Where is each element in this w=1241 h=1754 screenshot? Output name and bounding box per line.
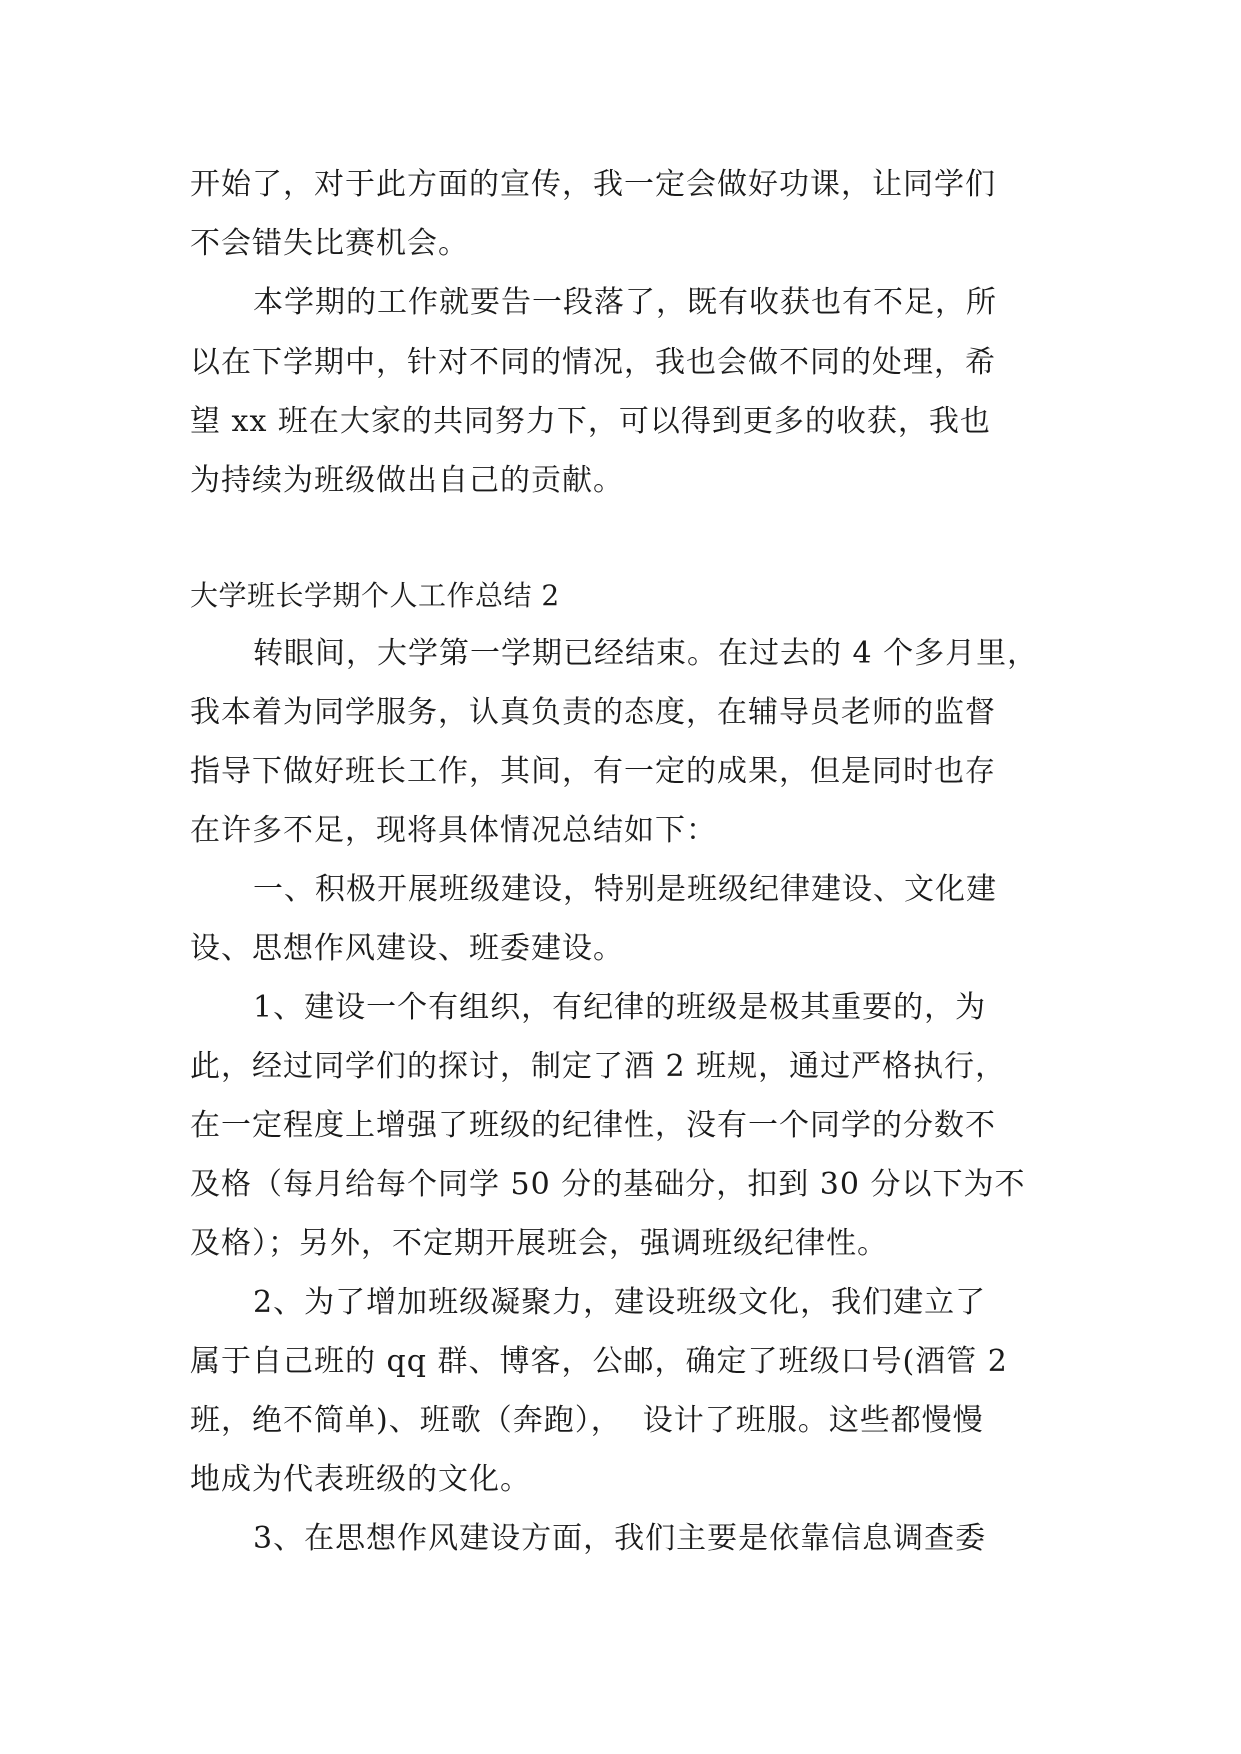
paragraph-line: 及格（每月给每个同学 50 分的基础分，扣到 30 分以下为不 [190,1167,1026,1202]
paragraph-line: 及格）；另外，不定期开展班会，强调班级纪律性。 [190,1226,888,1261]
paragraph-line: 在许多不足，现将具体情况总结如下： [190,813,717,848]
paragraph-line: 2、为了增加班级凝聚力，建设班级文化，我们建立了 [253,1285,987,1320]
paragraph-line: 一、积极开展班级建设，特别是班级纪律建设、文化建 [253,872,997,907]
paragraph-line: 为持续为班级做出自己的贡献。 [190,463,624,498]
paragraph-line: 设、思想作风建设、班委建设。 [190,931,624,966]
paragraph-line: 3、在思想作风建设方面，我们主要是依靠信息调查委 [253,1521,987,1556]
paragraph-line: 转眼间，大学第一学期已经结束。在过去的 4 个多月里， [253,636,1039,671]
paragraph-line: 此，经过同学们的探讨，制定了酒 2 班规，通过严格执行， [190,1049,1007,1084]
paragraph-line: 指导下做好班长工作，其间，有一定的成果，但是同时也存 [190,754,996,789]
paragraph-line: 本学期的工作就要告一段落了，既有收获也有不足，所 [253,285,997,320]
paragraph-line: 在一定程度上增强了班级的纪律性，没有一个同学的分数不 [190,1108,996,1143]
paragraph-line: 开始了，对于此方面的宣传，我一定会做好功课，让同学们 [190,167,996,202]
paragraph-line: 属于自己班的 qq 群、博客，公邮，确定了班级口号(酒管 2 [190,1344,1008,1379]
paragraph-line: 以在下学期中，针对不同的情况，我也会做不同的处理，希 [190,345,996,380]
paragraph-line: 望 xx 班在大家的共同努力下，可以得到更多的收获，我也 [190,404,991,439]
paragraph-line: 我本着为同学服务，认真负责的态度，在辅导员老师的监督 [190,695,996,730]
paragraph-line: 不会错失比赛机会。 [190,226,469,261]
section-heading: 大学班长学期个人工作总结 2 [190,579,560,612]
paragraph-line: 地成为代表班级的文化。 [190,1462,531,1497]
paragraph-line: 1、建设一个有组织，有纪律的班级是极其重要的，为 [253,990,987,1025]
paragraph-line: 班，绝不简单)、班歌（奔跑）， 设计了班服。这些都慢慢 [190,1403,984,1438]
